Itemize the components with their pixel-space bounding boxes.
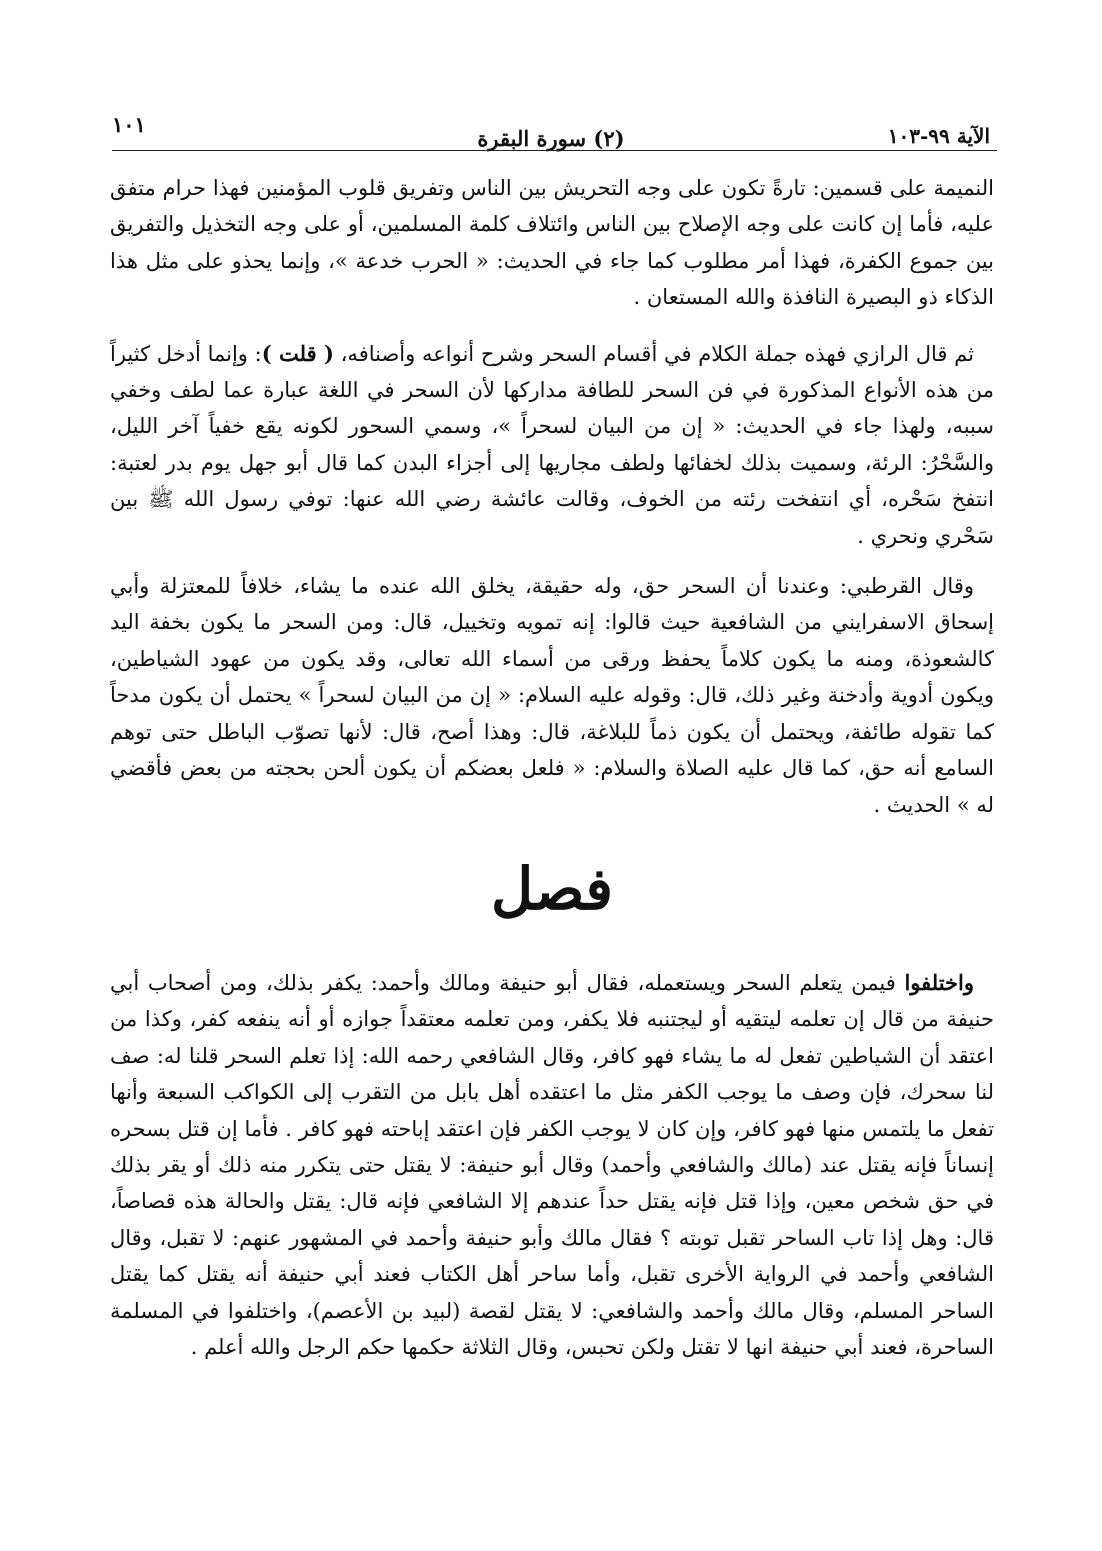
paragraph-2 [110, 336, 994, 554]
header-divider [112, 150, 997, 151]
paragraph-4 [110, 965, 994, 1365]
paragraph-3: وقال القرطبي: وعندنا أن السحر حق، وله حقيقة، يخلق الله عنده ما يشاء، خلافاً للمعتزلة وأبي إسحاق الاسفرايني من الشافعية حيث قالوا: إنه تمويه وتخييل، قال: ومن السحر ما يكون بخفة اليد كالشعوذة، ومنه ما يكون كلاماً يحفظ ورقى من أسماء الله تعالى، وقد يكون من عهود الشياطين، ويكون أدوية وأدخنة وغير ذلك، قال: وقوله عليه السلام: « إن من البيان لسحراً » يحتمل أن يكون مدحاً كما تقوله طائفة، ويحتمل أن يكون ذماً للبلاغة، قال: وهذا أصح، قال: لأنها تصوّب الباطل حتى توهم السامع أنه حق، كما قال عليه الصلاة والسلام: « فلعل بعضكم أن يكون ألحن بحجته من بعض فأقضي له » الحديث . [110, 574, 994, 817]
section-heading-text: فصل [491, 854, 613, 923]
paragraph-4-lead-word: واختلفوا [904, 969, 974, 995]
paragraph-1: النميمة على قسمين: تارةً تكون على وجه التحريش بين الناس وتفريق قلوب المؤمنين فهذا حرام متفق عليه، فأما إن كانت على وجه الإصلاح بين الناس وائتلاف كلمة المسلمين، أو على وجه التخذيل والتفريق بين جموع الكفرة، فهذا أمر مطلوب كما جاء في الحديث: « الحرب خدعة »، وإنما يحذو على مثل هذا الذكاء ذو البصيرة النافذة والله المستعان . [110, 176, 994, 310]
body-text [110, 170, 994, 1365]
verse-reference: الآية ٩٩-١٠٣ [887, 124, 990, 148]
paragraph-2-part-b: : وإنما أدخل كثيراً من هذه الأنواع المذكورة في فن السحر للطافة مداركها لأن السحر في اللغة عبارة عما لطف وخفي سببه، ولهذا جاء في الحديث: « إن من البيان لسحراً »، وسمي السحور لكونه يقع خفياً آخر الليل، والسَّحْرُ: الرئة، وسميت بذلك لخفائها ولطف مجاريها إلى أجزاء البدن كما قال أبو جهل يوم بدر لعتبة: انتفخ سَحْره، أي انتفخت رئته من الخوف، وقالت عائشة رضي الله عنها: توفي رسول الله ﷺ بين سَحْري ونحري . [110, 341, 994, 548]
paragraph-2-part-a: ثم قال الرازي فهذه جملة الكلام في أقسام السحر وشرح أنواعه وأصنافه، [333, 341, 974, 366]
surah-title: (٢) سورة البقرة [477, 126, 625, 151]
qult-marker: ( قلت ) [261, 340, 334, 366]
paragraph-4-text: فيمن يتعلم السحر ويستعمله، فقال أبو حنيفة ومالك وأحمد: يكفر بذلك، ومن أصحاب أبي حنيفة من قال إن تعلمه ليتقيه أو ليجتنبه فلا يكفر، ومن تعلمه معتقداً جوازه أو أنه ينفعه كفر، وكذا من اعتقد أن الشياطين تفعل له ما يشاء فهو كافر، وقال الشافعي رحمه الله: إذا تعلم السحر قلنا له: صف لنا سحرك، فإن وصف ما يوجب الكفر مثل ما اعتقده أهل بابل من التقرب إلى الكواكب السبعة وأنها تفعل ما يلتمس منها فهو كافر، وإن كان لا يوجب الكفر فإن اعتقد إباحته فهو كافر . فأما إن قتل بسحره إنساناً فإنه يقتل عند (مالك والشافعي وأحمد) وقال أبو حنيفة: لا يقتل حتى يتكرر منه ذلك أو يقر بذلك في حق شخص معين، وإذا قتل فإنه يقتل حداً عندهم إلا الشافعي فإنه قال: يقتل والحالة هذه قصاصاً، قال: وهل إذا تاب الساحر تقبل توبته ؟ فقال مالك وأبو حنيفة وأحمد في المشهور عنهم: لا تقبل، وقال الشافعي وأحمد في الرواية الأخرى تقبل، وأما ساحر أهل الكتاب فعند أبي حنيفة أنه يقتل كما يقتل الساحر المسلم، وقال مالك وأحمد والشافعي: لا يقتل لقصة (لبيد بن الأعصم)، واختلفوا في المسلمة الساحرة، فعند أبي حنيفة انها لا تقتل ولكن تحبس، وقال الثلاثة حكمها حكم الرجل والله أعلم . [110, 970, 994, 1359]
page-header [112, 112, 990, 151]
page-number: ١٠١ [112, 112, 146, 137]
section-heading [110, 837, 994, 965]
